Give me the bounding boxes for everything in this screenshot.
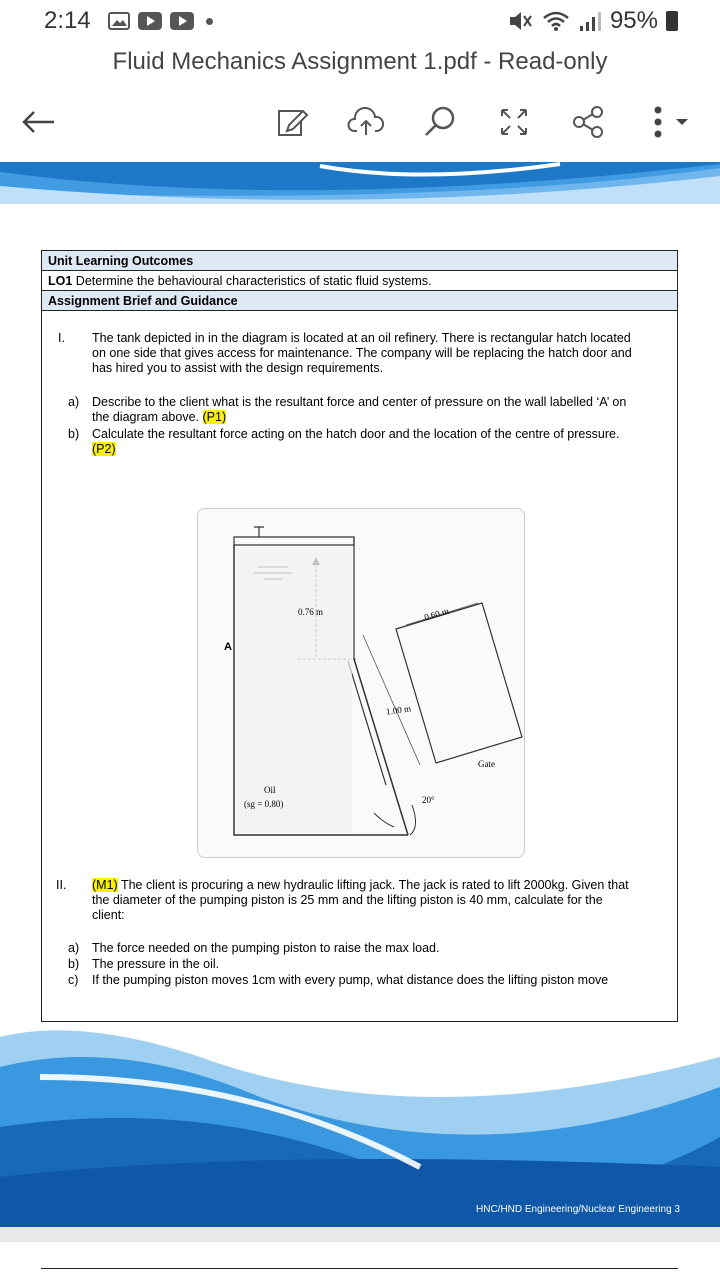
question-2-line: client: (92, 908, 125, 922)
status-time: 2:14 (44, 7, 91, 34)
brief-title: Assignment Brief and Guidance (48, 294, 238, 308)
question-2a-text: The force needed on the pumping piston to raise the max load. (92, 941, 440, 955)
edit-button[interactable] (270, 100, 314, 144)
document-title-bar (0, 44, 720, 84)
share-button[interactable] (566, 100, 610, 144)
question-1a-label: a) (68, 395, 80, 409)
question-2-text (92, 878, 672, 923)
question-1-line: has hired you to assist with the design requirements. (92, 361, 384, 375)
m1-tag: (M1) (92, 878, 118, 892)
question-1b-label: b) (68, 427, 80, 441)
question-2a-label: a) (68, 941, 80, 955)
question-1a-line: the diagram above. (92, 410, 200, 424)
document-title: Fluid Mechanics Assignment 1.pdf - Read-only (112, 48, 608, 75)
question-1-line: on one side that gives access for maintenance. The company will be replacing the hatch door and (92, 346, 632, 360)
header-wave-decoration (0, 162, 720, 204)
dropdown-arrow-icon (675, 117, 689, 127)
share-icon (571, 105, 605, 139)
wifi-icon (542, 10, 570, 32)
expand-icon (499, 107, 529, 137)
question-2c-text: If the pumping piston moves 1cm with every pump, what distance does the lifting piston move (92, 973, 609, 987)
more-options-button[interactable] (640, 100, 700, 144)
question-1b-line: Calculate the resultant force acting on the hatch door and the location of the centre of pressure. (92, 427, 620, 441)
question-1a-text (92, 395, 672, 425)
mute-icon (508, 10, 534, 32)
document-viewer[interactable] (0, 162, 720, 1280)
unit-outcomes-title: Unit Learning Outcomes (48, 254, 194, 268)
lo1-text: Determine the behavioural characteristics of static fluid systems. (75, 274, 432, 288)
brief-header (42, 291, 677, 311)
battery-percent: 95% (609, 7, 658, 34)
gallery-icon (108, 12, 130, 30)
unit-outcomes-header (42, 251, 677, 271)
youtube-icon (138, 12, 162, 30)
question-2-number: II. (56, 878, 67, 892)
tank-diagram (197, 508, 525, 858)
p1-tag: (P1) (202, 410, 227, 424)
cloud-upload-icon (347, 107, 385, 137)
search-icon (423, 105, 457, 139)
search-button[interactable] (418, 100, 462, 144)
question-2-line: the diameter of the pumping piston is 25 mm and the lifting piston is 40 mm, calculate for the (92, 893, 603, 907)
question-2-line: The client is procuring a new hydraulic lifting jack. The jack is rated to lift 2000kg. Given that (120, 878, 629, 892)
question-1-line: The tank depicted in in the diagram is located at an oil refinery. There is rectangular hatch located (92, 331, 631, 345)
question-2b-label: b) (68, 957, 80, 971)
assignment-frame (41, 250, 678, 1022)
notification-icons (108, 12, 213, 30)
question-1b-text (92, 427, 672, 457)
wall-a-label: A (224, 641, 232, 653)
gate-width-label: 0.60 m (423, 605, 450, 623)
system-icons (508, 7, 678, 35)
toolbar (0, 84, 720, 162)
youtube-icon (170, 12, 194, 30)
question-2c-label: c) (68, 973, 79, 987)
question-2b-text: The pressure in the oil. (92, 957, 220, 971)
back-arrow-icon (20, 110, 56, 134)
dot-icon (206, 18, 213, 25)
next-page-frame-top (41, 1268, 678, 1269)
page-footer: HNC/HND Engineering/Nuclear Engineering 3 (476, 1204, 680, 1215)
question-1a-line: Describe to the client what is the resultant force and center of pressure on the wall labelled ‘A’ on (92, 395, 627, 409)
fluid-label: Oil (264, 785, 276, 795)
gate-height-label: 1.00 m (385, 703, 412, 717)
fullscreen-button[interactable] (492, 100, 536, 144)
more-icon (651, 105, 665, 139)
back-button[interactable] (16, 100, 60, 144)
lo1-label: LO1 (48, 274, 73, 288)
lo1-row (42, 271, 677, 291)
question-1-number: I. (58, 331, 65, 345)
angle-label: 20° (422, 795, 435, 805)
specific-gravity-label: (sg = 0.80) (244, 799, 284, 809)
battery-icon (666, 11, 678, 31)
upload-button[interactable] (344, 100, 388, 144)
pdf-page (0, 162, 720, 1227)
status-bar (0, 0, 720, 44)
footer-wave-decoration (0, 1017, 720, 1227)
question-1-text (92, 331, 672, 376)
pdf-page-next (0, 1242, 720, 1280)
signal-icon (578, 10, 602, 32)
edit-icon (275, 105, 309, 139)
depth-label: 0.76 m (298, 607, 324, 617)
p2-tag: (P2) (92, 442, 116, 456)
gate-label: Gate (478, 759, 495, 769)
